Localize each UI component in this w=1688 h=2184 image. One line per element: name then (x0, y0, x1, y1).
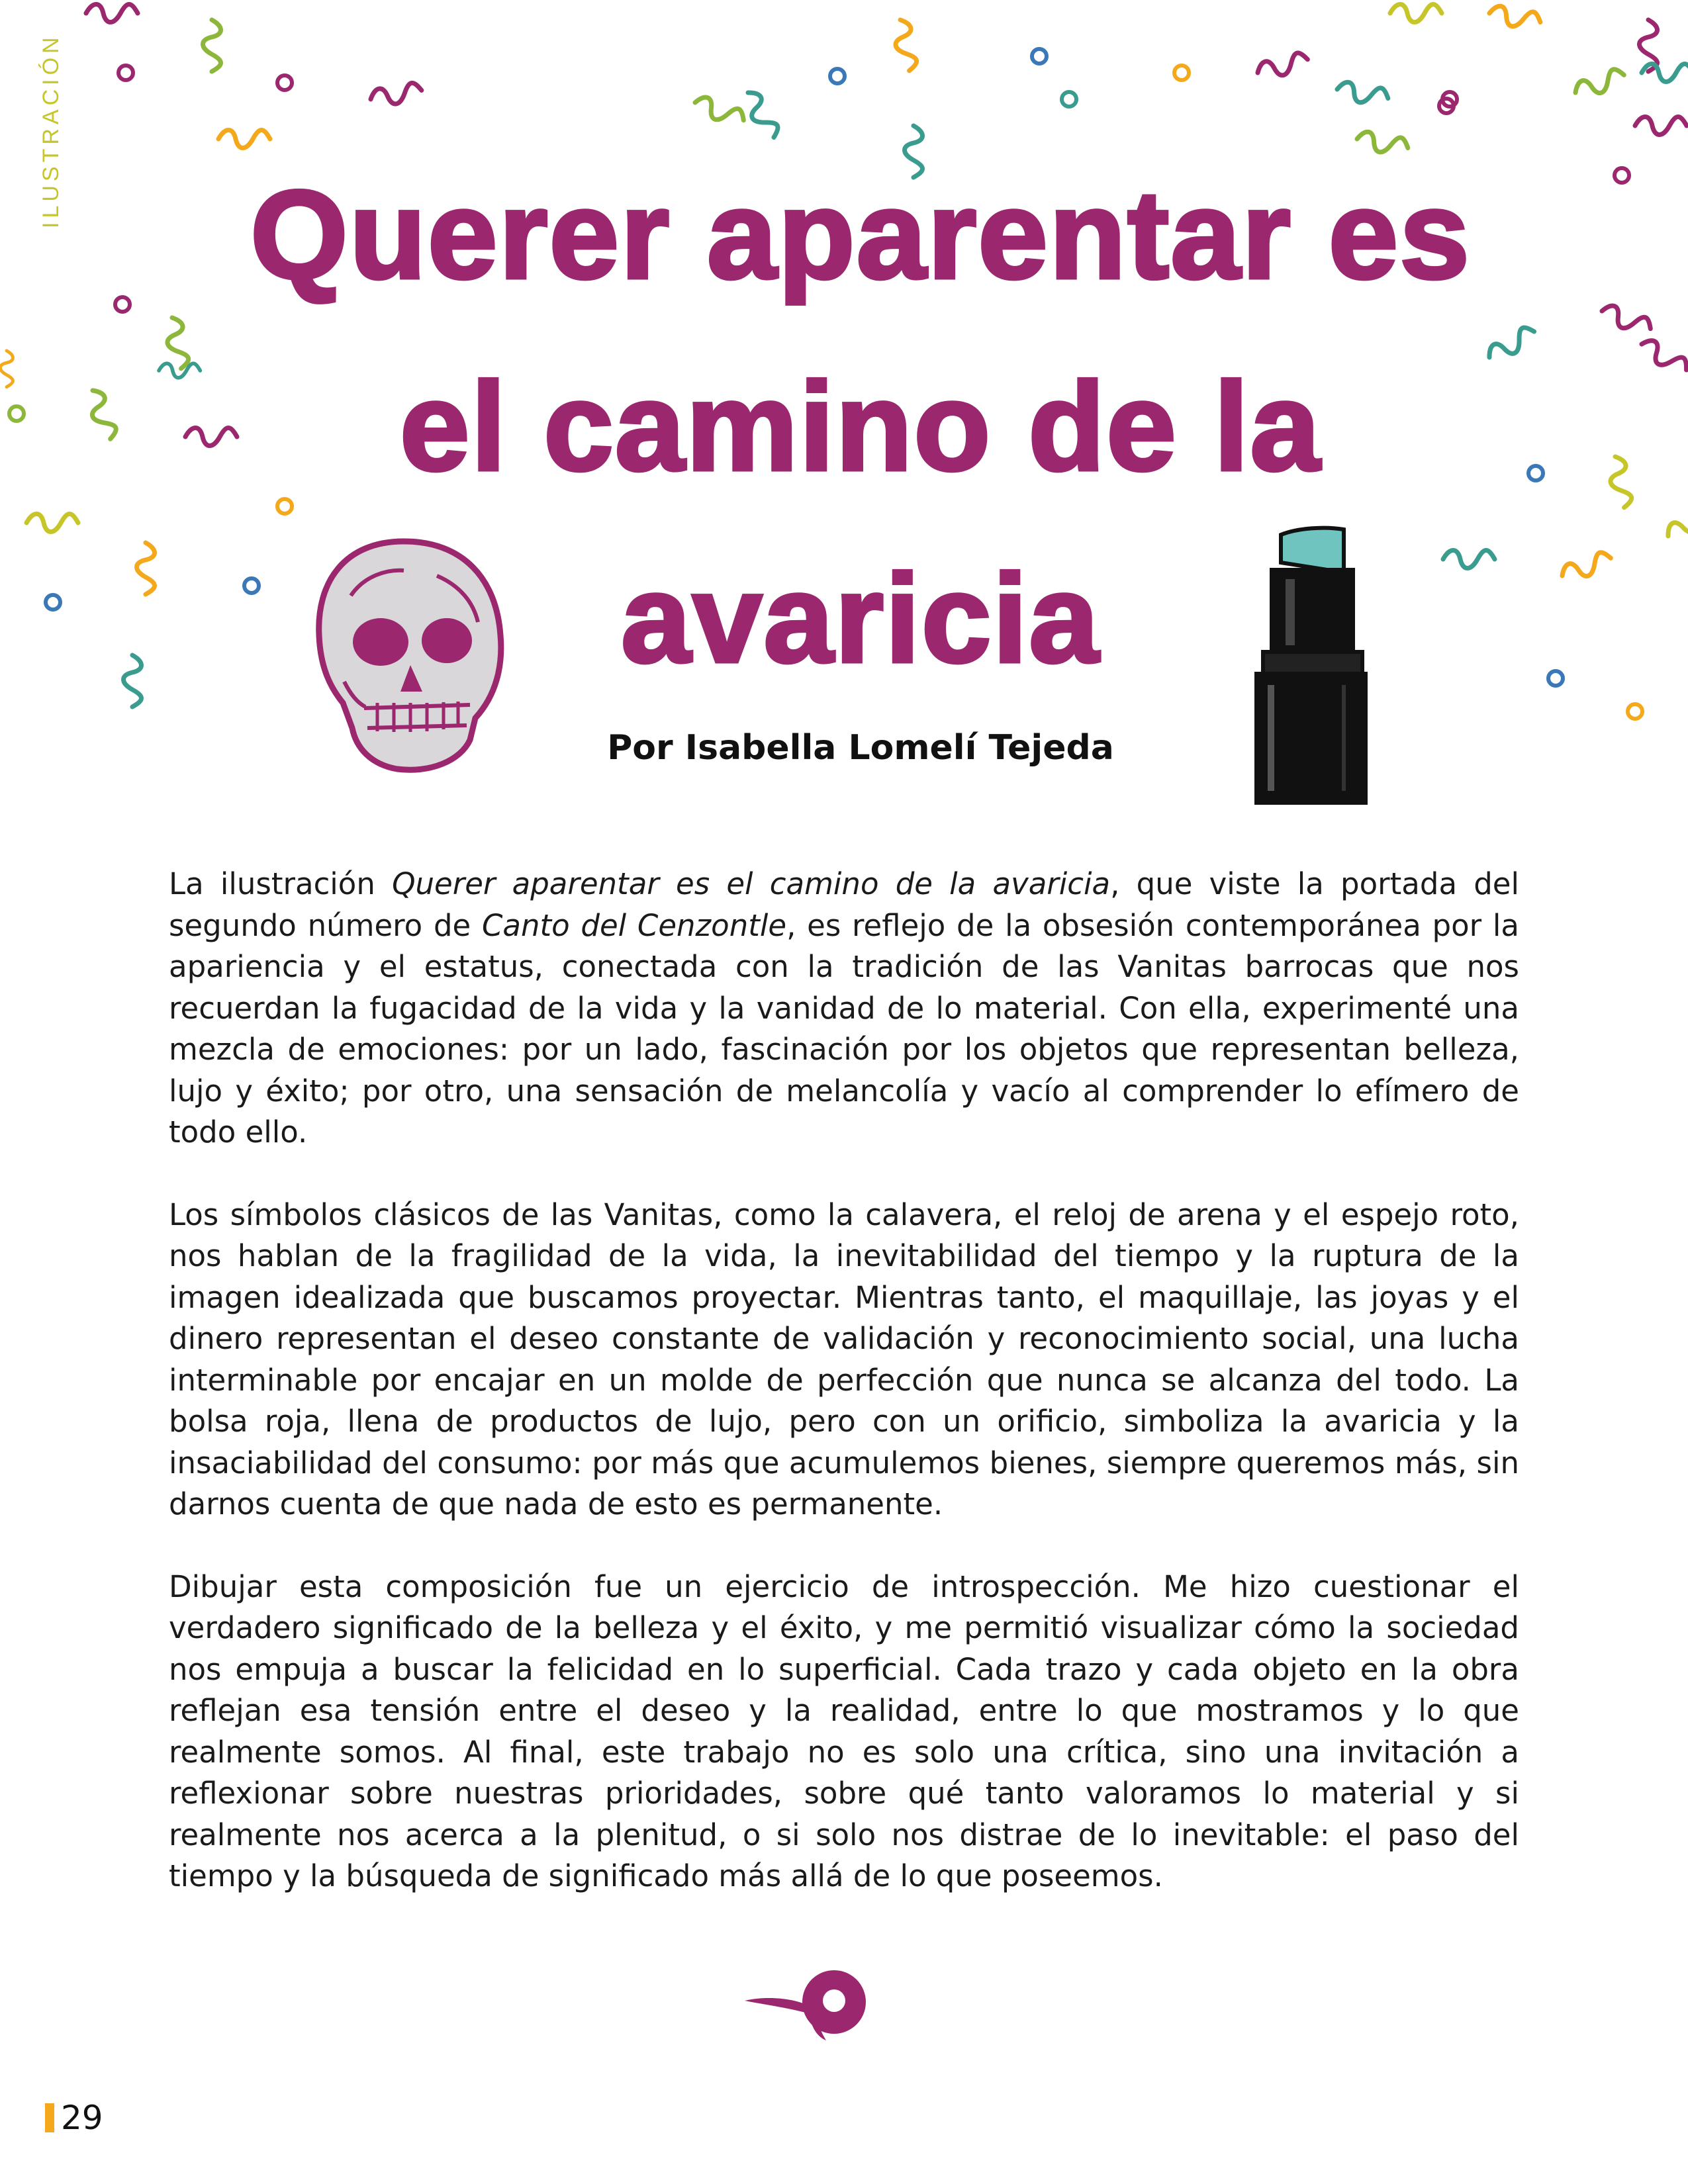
confetti-squiggle (86, 5, 138, 23)
confetti-ring (1174, 66, 1189, 80)
confetti-ring (9, 406, 24, 421)
confetti-squiggle (1488, 5, 1542, 31)
confetti-ring (1615, 168, 1629, 183)
confetti-squiggle (84, 387, 118, 442)
title-line: Querer aparentar es (250, 165, 1471, 305)
text-run: Los símbolos clásicos de las Vanitas, como la calavera, el reloj de arena y el espejo roto, nos hablan de la fragilidad de la vida, la inevitabilidad del tiempo y la ruptura de la imagen idealizada que buscamos proyectar. Mientras tanto, el maquillaje, las joyas y el dinero representan el deseo constante de validación y reconocimiento social, una lucha interminable por encajar en un molde de perfección que nunca se alcanza del todo. La bolsa roja, llena de productos de lujo, pero con un orificio, simboliza la avaricia y la insaciabilidad del consumo: por más que acumulemos bienes, siempre queremos más, sin darnos cuenta de que nada de esto es permanente. (169, 1197, 1519, 1522)
cenzontle-logo-icon (741, 1969, 874, 2042)
text-run: Dibujar esta composición fue un ejercicio de introspección. Me hizo cuestionar el verdadero significado de la belleza y el éxito, y me permitió visualizar cómo la sociedad nos empuja a buscar la felicidad en lo superficial. Cada trazo y cada objeto en la obra reflejan esa tensión entre el deseo y la realidad, entre lo que mostramos y lo que realmente somos. Al final, este trabajo no es solo una crítica, sino una invitación a reflexionar sobre nuestras prioridades, sobre qué tanto valoramos lo material y si realmente nos acerca a la plenitud, o si solo nos distrae de lo inevitable: el paso del tiempo y la búsqueda de significado más allá de lo que poseemos. (169, 1569, 1519, 1893)
confetti-squiggle (124, 655, 142, 707)
confetti-ring (1628, 704, 1642, 719)
confetti-ring (277, 75, 292, 90)
confetti-squiggle (1390, 5, 1442, 23)
byline: Por Isabella Lomelí Tejeda (607, 728, 1114, 768)
page-marker (45, 2103, 54, 2132)
text-run: , es reflejo de la obsesión contemporánea por la apariencia y el estatus, conectada con la tradición de las Vanitas barrocas que nos recuerdan la fugacidad de la vida y la vanidad de lo material. Con ella, experimenté una mezcla de emociones: por un lado, fascinación por los objetos que representan belleza, lujo y éxito; por otro, una sensación de melancolía y vacío al comprender lo efímero de todo ello. (169, 907, 1519, 1150)
text-run: La ilustración (169, 866, 393, 901)
confetti-squiggle (1336, 81, 1390, 107)
confetti-squiggle (692, 94, 747, 128)
confetti-squiggle (1572, 67, 1627, 101)
title-line: el camino de la (399, 357, 1322, 497)
confetti-ring (46, 595, 60, 610)
confetti-squiggle (26, 514, 78, 532)
italic-title-run: Querer aparentar es el camino de la avaricia (392, 866, 1111, 901)
confetti-ring (118, 66, 133, 80)
confetti-ring (830, 69, 845, 83)
confetti-squiggle (203, 20, 221, 71)
italic-title-run: Canto del Cenzontle (481, 907, 787, 943)
confetti-squiggle (369, 81, 424, 108)
lipstick-icon (1251, 523, 1370, 807)
title-line: avaricia (621, 549, 1100, 689)
confetti-ring (1032, 49, 1047, 64)
text-run: , que viste la portada del segundo número de (169, 866, 1519, 943)
confetti-squiggle (892, 19, 918, 73)
body-paragraph (169, 864, 1519, 1154)
confetti-squiggle (1637, 336, 1688, 377)
confetti-squiggle (1599, 302, 1654, 337)
article-body (169, 864, 1519, 1938)
confetti-ring (1062, 92, 1076, 107)
confetti-squiggle (740, 88, 781, 142)
confetti-ring (115, 297, 130, 312)
confetti-squiggle (1256, 51, 1310, 81)
section-label-text: ILUSTRACIÓN (38, 33, 64, 228)
body-paragraph (169, 1567, 1519, 1897)
confetti-squiggle (1664, 502, 1688, 543)
body-paragraph (169, 1195, 1519, 1525)
confetti-squiggle (1, 351, 13, 387)
confetti-squiggle (1607, 455, 1633, 510)
page-number (45, 2098, 103, 2138)
confetti-squiggle (1635, 117, 1687, 135)
page-number-text: 29 (61, 2099, 103, 2137)
